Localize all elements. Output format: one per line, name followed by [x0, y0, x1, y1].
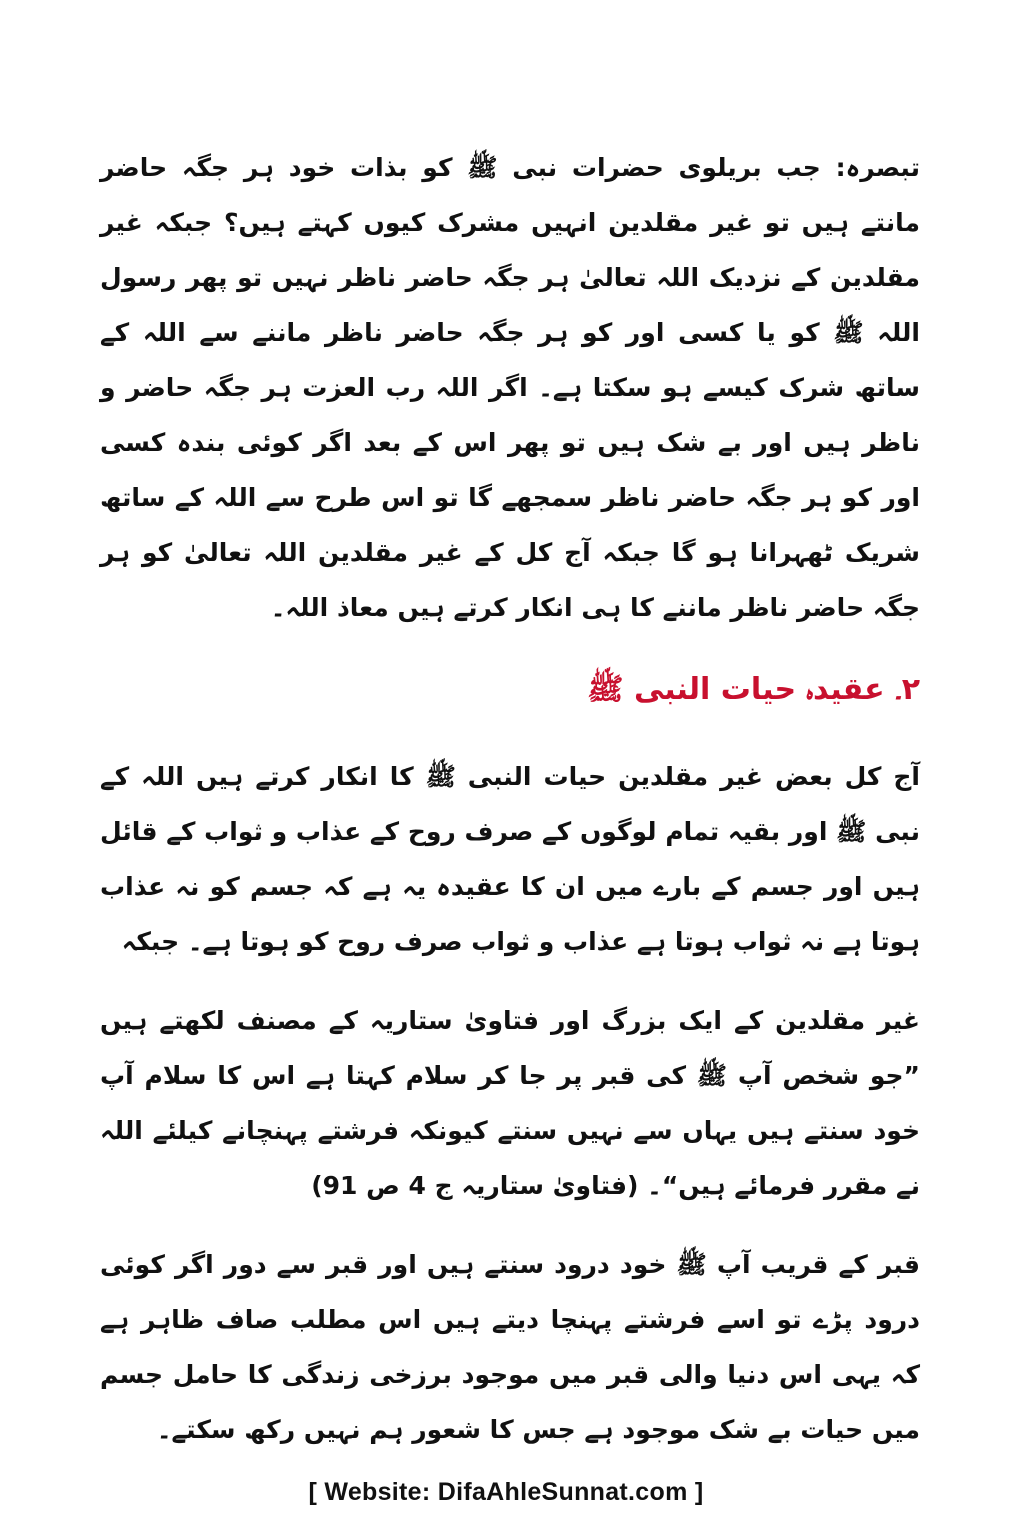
page-content	[100, 140, 920, 1481]
paragraph-quote: غیر مقلدین کے ایک بزرگ اور فتاویٰ ستاریہ کے مصنف لکھتے ہیں ”جو شخص آپ ﷺ کی قبر پر جا کر سلام کہتا ہے اس کا سلام آپ خود سنتے ہیں یہاں سے نہیں سنتے کیونکہ فرشتے پہنچانے کیلئے اللہ نے مقرر فرمائے ہیں“۔ (فتاویٰ ستاریہ ج 4 ص 91)	[100, 1006, 920, 1200]
section-title: عقیدہ حیات النبی ﷺ	[587, 672, 885, 707]
section-number: ۲۔	[895, 672, 920, 707]
section-heading	[100, 665, 920, 715]
website-footer-text: [ Website: DifaAhleSunnat.com ]	[308, 1478, 704, 1506]
paragraph-belief: آج کل بعض غیر مقلدین حیات النبی ﷺ کا انکار کرتے ہیں اللہ کے نبی ﷺ اور بقیہ تمام لوگوں کے صرف روح کے عذاب و ثواب کے قائل ہیں اور جسم کے بارے میں ان کا عقیدہ یہ ہے کہ جسم کو نہ عذاب ہوتا ہے نہ ثواب ہوتا ہے عذاب و ثواب صرف روح کو ہوتا ہے۔ جبکہ	[100, 762, 920, 956]
paragraph-commentary: تبصرہ: جب بریلوی حضرات نبی ﷺ کو بذات خود ہر جگہ حاضر مانتے ہیں تو غیر مقلدین انہیں مشرک کیوں کہتے ہیں؟ جبکہ غیر مقلدین کے نزدیک اللہ تعالیٰ ہر جگہ حاضر ناظر نہیں تو پھر رسول اللہ ﷺ کو یا کسی اور کو ہر جگہ حاضر ناظر ماننے سے اللہ کے ساتھ شرک کیسے ہو سکتا ہے۔ اگر اللہ رب العزت ہر جگہ حاضر و ناظر ہیں اور بے شک ہیں تو پھر اس کے بعد اگر کوئی بندہ کسی اور کو ہر جگہ حاضر ناظر سمجھے گا تو اس طرح سے اللہ کے ساتھ شریک ٹھہرانا ہو گا جبکہ آج کل کے غیر مقلدین اللہ تعالیٰ کو ہر جگہ حاضر ناظر ماننے کا ہی انکار کرتے ہیں معاذ اللہ۔	[100, 153, 920, 622]
website-footer	[0, 1478, 1012, 1507]
paragraph-conclusion: قبر کے قریب آپ ﷺ خود درود سنتے ہیں اور قبر سے دور اگر کوئی درود پڑے تو اسے فرشتے پہنچا دیتے ہیں اس مطلب صاف ظاہر ہے کہ یہی اس دنیا والی قبر میں موجود برزخی زندگی کا حامل جسم میں حیات بے شک موجود ہے جس کا شعور ہم نہیں رکھ سکتے۔	[100, 1250, 920, 1444]
